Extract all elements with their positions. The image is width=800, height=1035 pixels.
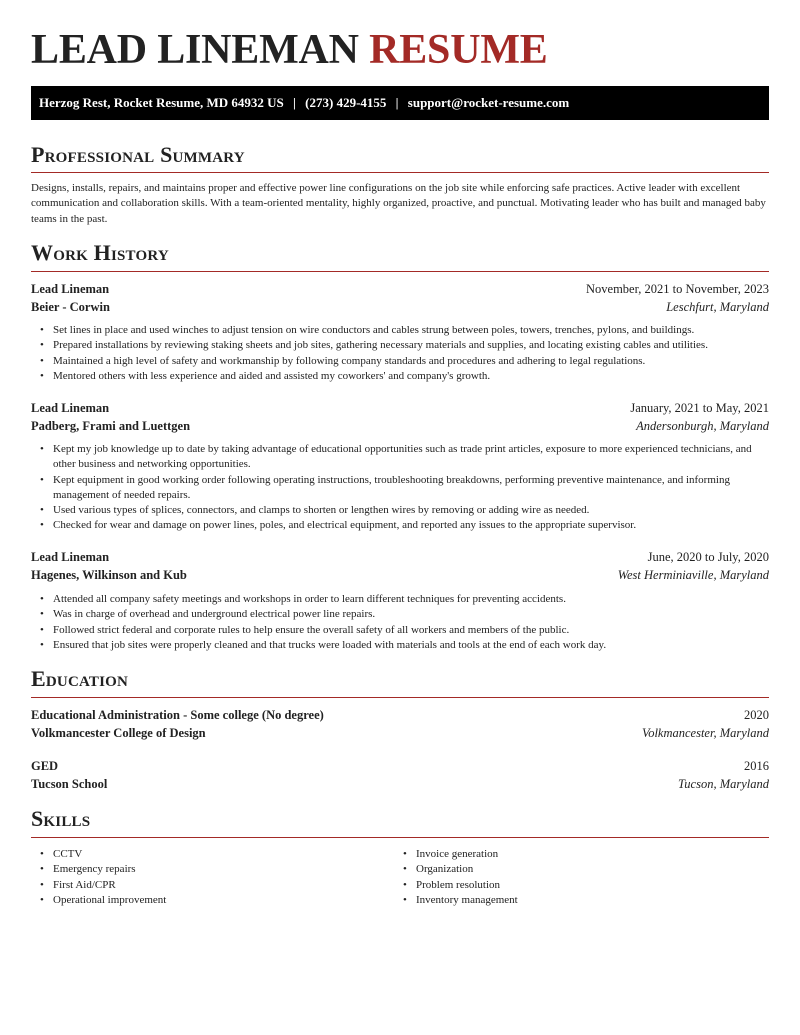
job-company: Hagenes, Wilkinson and Kub [31,568,187,582]
list-item: • Checked for wear and damage on power lines, poles, and electrical equipment, and reported any issues to the appropriate supervisor. [53,518,769,533]
job-header [31,548,769,566]
contact-email: support@rocket-resume.com [407,95,570,110]
section-title-summary: Professional Summary [31,142,245,167]
job-title: Lead Lineman [31,282,110,296]
contact-address: Herzog Rest, Rocket Resume, MD 64932 US [39,95,284,110]
job-duties-list [53,323,769,384]
section-title-work-history: Work History [31,240,169,265]
list-item: • First Aid/CPR [53,878,353,893]
skills-list-left [53,847,353,908]
list-item: • Ensured that job sites were properly cleaned and that trucks were loaded with materials and tools at the end of each work day. [53,638,769,653]
section-title-education: Education [31,666,129,691]
summary-text: Designs, installs, repairs, and maintains proper and effective power line configurations on the job site while enforcing safe practices. Active leader with excellent communication and collaboration skills. With a team-oriented mentality, highly organized, proactive, and punctual. Motivating leader who has built and managed baby teams in the past. [31,182,766,225]
job-location: West Herminiaville, Maryland [617,568,769,582]
job-company: Beier - Corwin [31,300,110,314]
list-item: • Organization [416,862,716,877]
resume-title-main: LEAD LINEMAN [31,27,359,73]
job-duties-list [53,442,769,534]
job-dates: November, 2021 to November, 2023 [586,282,769,296]
section-divider [31,271,769,272]
job-title: Lead Lineman [31,550,110,564]
list-item: • Followed strict federal and corporate rules to help ensure the overall safety of all workers and members of the public. [53,623,769,638]
list-item: • Prepared installations by reviewing staking sheets and job sites, gathering necessary materials and supplies, and locating existing cables and utilities. [53,338,769,353]
education-school: Volkmancester College of Design [31,726,206,740]
list-item: • Inventory management [416,893,716,908]
list-item: • Maintained a high level of safety and workmanship by following company standards and procedures and adhering to legal regulations. [53,354,769,369]
section-title-skills: Skills [31,806,91,831]
job-company-row [31,298,769,316]
education-header [31,706,769,724]
job-header [31,399,769,417]
education-school-row [31,724,769,742]
list-item: • Problem resolution [416,878,716,893]
section-divider [31,172,769,173]
list-item: • Invoice generation [416,847,716,862]
list-item: • Operational improvement [53,893,353,908]
job-company-row [31,566,769,584]
list-item: • Used various types of splices, connectors, and clamps to shorten or lengthen wires by removing or adding wire as needed. [53,503,769,518]
skills-list-right [416,847,716,908]
section-divider [31,697,769,698]
list-item: • Attended all company safety meetings and workshops in order to learn different techniques for preventing accidents. [53,592,769,607]
education-year: 2020 [744,708,769,722]
education-school: Tucson School [31,777,108,791]
contact-phone: (273) 429-4155 [305,95,387,110]
list-item: • Mentored others with less experience and aided and assisted my coworkers' and company's growth. [53,369,769,384]
job-dates: June, 2020 to July, 2020 [647,550,769,564]
education-degree: GED [31,759,59,773]
section-divider [31,837,769,838]
list-item: • Emergency repairs [53,862,353,877]
contact-bar [31,86,769,120]
education-school-row [31,775,769,793]
resume-title-accent: RESUME [369,27,548,73]
list-item: • Kept equipment in good working order following operating instructions, troubleshooting breakdowns, performing preventive maintenance, and informing management of needed repairs. [53,473,769,504]
job-header [31,280,769,298]
job-duties-list [53,592,769,653]
contact-separator: | [293,95,296,110]
job-title: Lead Lineman [31,401,110,415]
list-item: • Set lines in place and used winches to adjust tension on wire conductors and cables strung between poles, towers, trenches, pylons, and buildings. [53,323,769,338]
job-dates: January, 2021 to May, 2021 [630,401,769,415]
job-company: Padberg, Frami and Luettgen [31,419,191,433]
list-item: • Kept my job knowledge up to date by taking advantage of educational opportunities such as trade print articles, exposure to more experienced technicians, and other business and networking opportunities. [53,442,769,473]
list-item: • Was in charge of overhead and underground electrical power line repairs. [53,607,769,622]
resume-title [31,28,548,72]
list-item: • CCTV [53,847,353,862]
education-year: 2016 [744,759,769,773]
education-location: Tucson, Maryland [678,777,769,791]
job-company-row [31,417,769,435]
job-location: Andersonburgh, Maryland [636,419,769,433]
education-degree: Educational Administration - Some college (No degree) [31,708,324,722]
education-location: Volkmancester, Maryland [641,726,769,740]
job-location: Leschfurt, Maryland [666,300,769,314]
contact-separator: | [395,95,399,110]
education-header [31,757,769,775]
